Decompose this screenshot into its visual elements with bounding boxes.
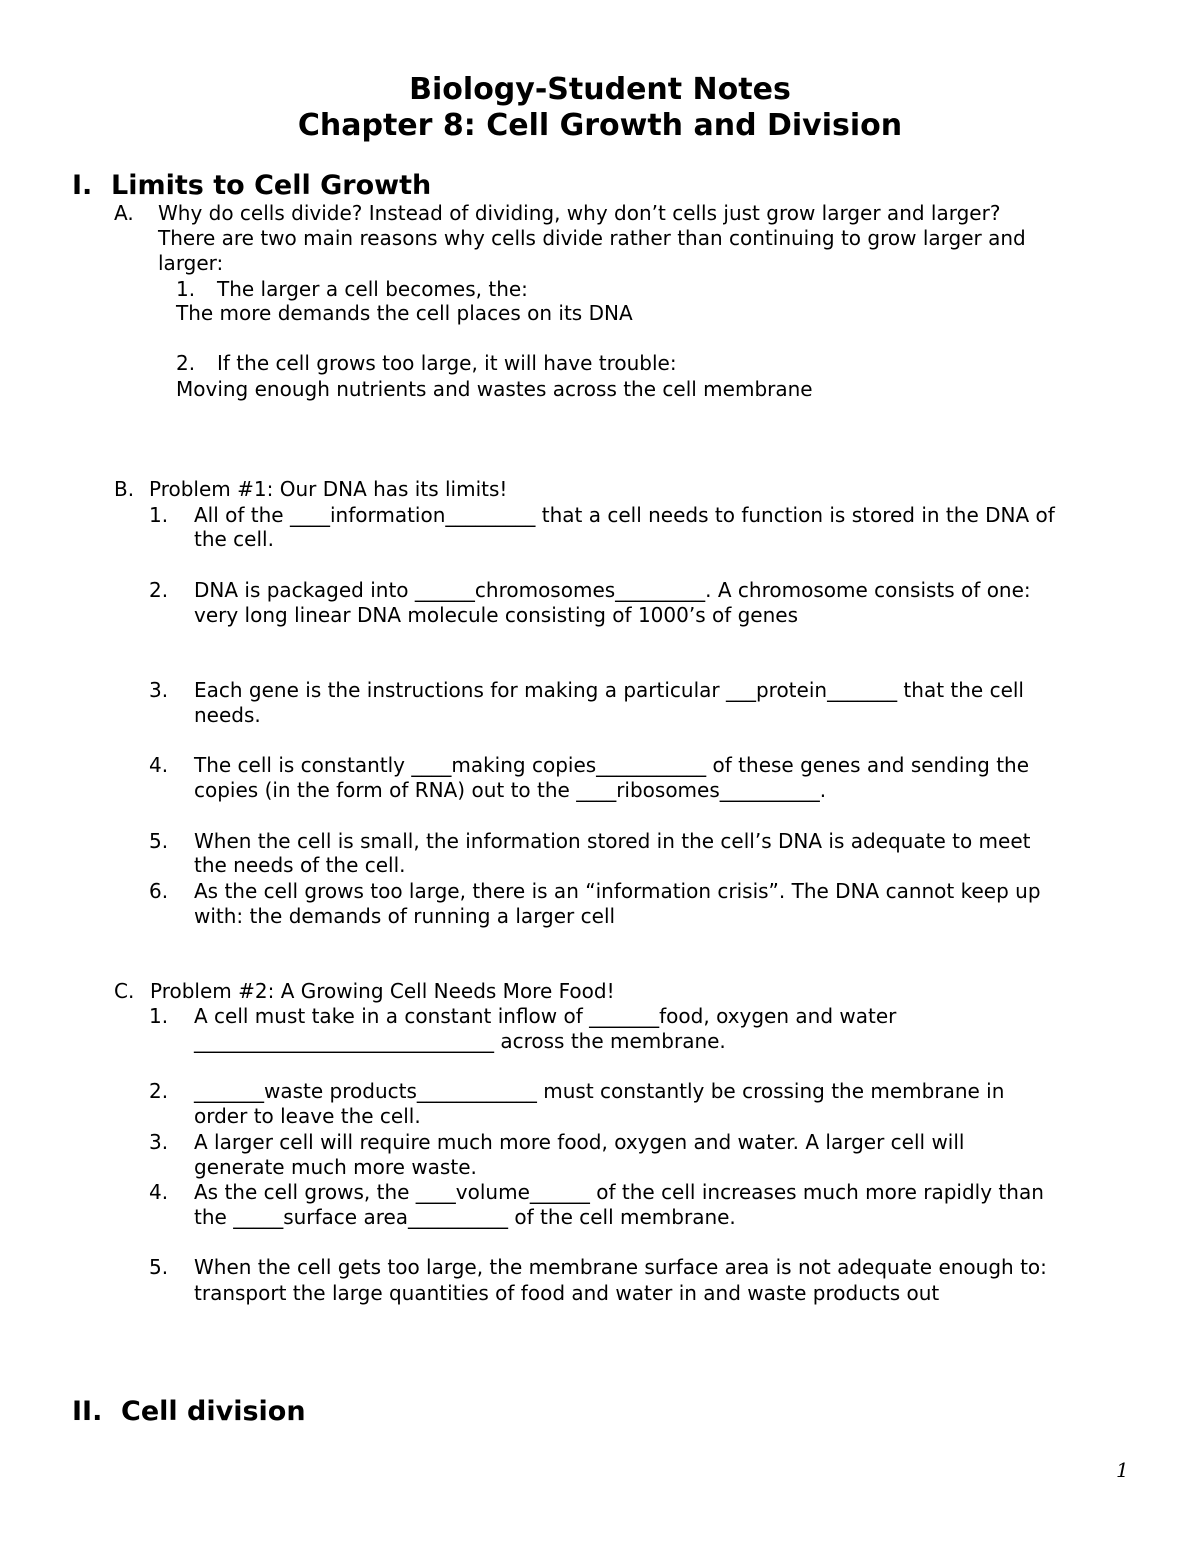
c-item-2-blank: _______waste products____________ [194, 1079, 537, 1103]
b-item-2-line2: very long linear DNA molecule consisting of 1000’s of genes [194, 603, 799, 627]
c-item-3-line1: A larger cell will require much more food, oxygen and water. A larger cell will [194, 1130, 965, 1154]
b-item-4-number: 4. [149, 753, 169, 777]
b-item-2-line1: DNA is packaged into ______chromosomes_________. A chromosome consists of one: [194, 578, 1031, 602]
c-item-1-blank: _______food, oxygen and water [589, 1004, 897, 1028]
c-item-2-number: 2. [149, 1079, 169, 1103]
b-item-5-line2: the needs of the cell. [194, 853, 406, 877]
subsection-c-letter: C. [114, 979, 135, 1003]
reason-1-text: The larger a cell becomes, the: [217, 277, 528, 301]
b-item-3-number: 3. [149, 678, 169, 702]
section-2-heading: Cell division [121, 1396, 306, 1427]
section-1-numeral: I. [72, 170, 93, 201]
subsection-a-line1: Why do cells divide? Instead of dividing, why don’t cells just grow larger and larger? [158, 201, 1001, 225]
reason-2-text: If the cell grows too large, it will have trouble: [217, 351, 677, 375]
b-item-6-number: 6. [149, 879, 169, 903]
subsection-b-letter: B. [114, 477, 135, 501]
subsection-a-letter: A. [114, 201, 134, 225]
b-item-4-line2: copies (in the form of RNA) out to the ____ribosomes__________. [194, 778, 827, 802]
c-item-5-number: 5. [149, 1255, 169, 1279]
c-item-2-line1: _______waste products____________ must constantly be crossing the membrane in [194, 1079, 1005, 1103]
b-item-4-line1: The cell is constantly ____making copies___________ of these genes and sending the [194, 753, 1030, 777]
c-item-3-line2: generate much more waste. [194, 1155, 477, 1179]
reason-2-number: 2. [176, 351, 196, 375]
section-1-heading: Limits to Cell Growth [111, 170, 432, 201]
c-item-4-line2: the _____surface area__________ of the cell membrane. [194, 1205, 736, 1229]
b-item-3-line1: Each gene is the instructions for making a particular ___protein_______ that the cell [194, 678, 1024, 702]
c-item-2-line2: order to leave the cell. [194, 1104, 421, 1128]
c-item-3-number: 3. [149, 1130, 169, 1154]
page-number: 1 [1116, 1458, 1129, 1482]
c-item-1-blank-2: ______________________________ [194, 1029, 494, 1053]
b-item-3-line2: needs. [194, 703, 261, 727]
b-item-1-blank: ____information_________ [289, 503, 536, 527]
section-2-numeral: II. [72, 1396, 103, 1427]
b-item-1-number: 1. [149, 503, 169, 527]
b-item-5-number: 5. [149, 829, 169, 853]
b-item-4-blank: ____making copies___________ [411, 753, 707, 777]
subsection-b-heading: Problem #1: Our DNA has its limits! [149, 477, 508, 501]
c-item-4-line1: As the cell grows, the ____volume______ of the cell increases much more rapidly than [194, 1180, 1044, 1204]
b-item-1-line2: the cell. [194, 527, 274, 551]
b-item-6-line1: As the cell grows too large, there is an “information crisis”. The DNA cannot keep up [194, 879, 1041, 903]
b-item-4-blank-2: ____ribosomes__________ [576, 778, 820, 802]
b-item-2-blank: ______chromosomes_________ [414, 578, 706, 602]
reason-2-answer: Moving enough nutrients and wastes across the cell membrane [176, 377, 813, 401]
c-item-5-line1: When the cell gets too large, the membrane surface area is not adequate enough to: [194, 1255, 1047, 1279]
c-item-4-blank: ____volume______ [415, 1180, 590, 1204]
reason-1-answer: The more demands the cell places on its DNA [176, 301, 633, 325]
c-item-5-line2: transport the large quantities of food and water in and waste products out [194, 1281, 940, 1305]
b-item-5-line1: When the cell is small, the information stored in the cell’s DNA is adequate to meet [194, 829, 1031, 853]
b-item-6-line2: with: the demands of running a larger cell [194, 904, 616, 928]
chapter-title: Chapter 8: Cell Growth and Division [297, 108, 903, 143]
c-item-1-line2: ______________________________ across the membrane. [194, 1029, 726, 1053]
b-item-1-line1: All of the ____information_________ that a cell needs to function is stored in the DNA of [194, 503, 1055, 527]
subsection-c-heading: Problem #2: A Growing Cell Needs More Food! [150, 979, 615, 1003]
reason-1-number: 1. [176, 277, 196, 301]
c-item-4-blank-2: _____surface area__________ [233, 1205, 509, 1229]
subsection-a-line3: larger: [158, 251, 224, 275]
c-item-1-line1: A cell must take in a constant inflow of _______food, oxygen and water [194, 1004, 897, 1028]
subsection-a-line2: There are two main reasons why cells divide rather than continuing to grow larger and [158, 226, 1026, 250]
document-title: Biology-Student Notes [409, 72, 791, 107]
c-item-4-number: 4. [149, 1180, 169, 1204]
c-item-1-number: 1. [149, 1004, 169, 1028]
b-item-3-blank: ___protein_______ [725, 678, 898, 702]
b-item-2-number: 2. [149, 578, 169, 602]
